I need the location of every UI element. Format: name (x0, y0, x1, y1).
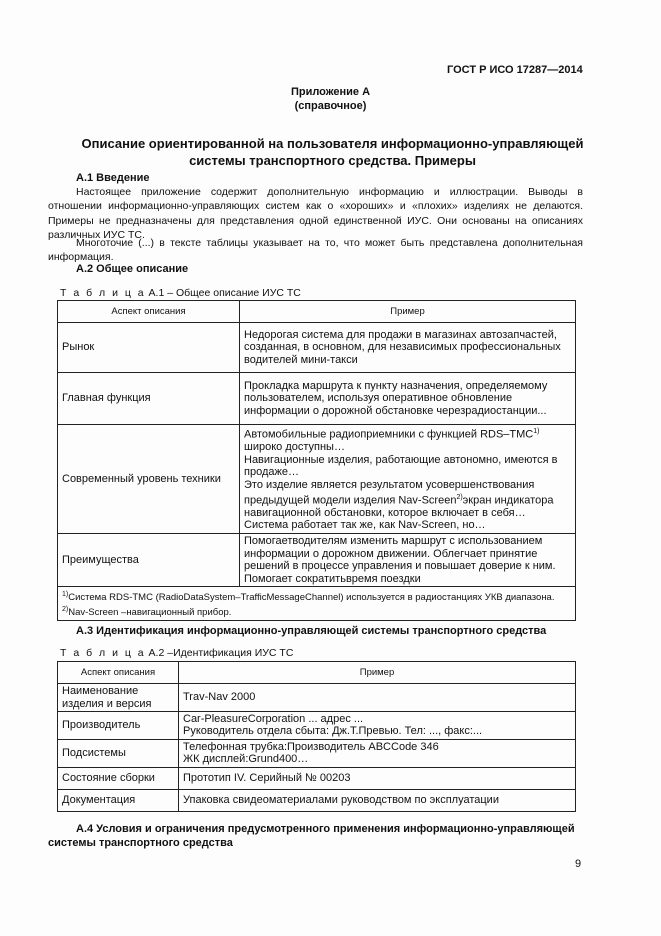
annex-subtitle: (справочное) (294, 100, 367, 112)
table-header-cell: Аспект описания (58, 662, 179, 684)
example-text: Руководитель отдела сбыта: Дж.Т.Превью. Тел: ..., факс:... (183, 725, 483, 738)
document-code: ГОСТ Р ИСО 17287—2014 (447, 64, 583, 76)
example-cell (240, 425, 576, 534)
example-cell (179, 789, 576, 811)
table-header-row (58, 662, 576, 684)
main-title-line2: системы транспортного средства. Примеры (189, 153, 476, 168)
example-text: Упаковка свидеоматериалами руководством по эксплуатации (183, 793, 499, 806)
section-a1-paragraph1: Настоящее приложение содержит дополнительную информацию и иллюстрации. Выводы в отношении информационно-управляющих систем как о «хороших» и «плохих» изделиях не делаются. Примеры не предназначены для представления одной единственной ИУС. Они основаны на описаниях различных ИУС ТС. (48, 186, 583, 241)
table-header-cell: Аспект описания (58, 301, 240, 323)
aspect-cell: Преимущества (58, 534, 240, 587)
table-footnotes (58, 587, 576, 620)
aspect-cell: Подсистемы (58, 739, 179, 767)
table-header-cell: Пример (240, 301, 576, 323)
example-cell (179, 712, 576, 740)
section-a4-line2: системы транспортного средства (48, 837, 233, 849)
aspect-cell: Главная функция (58, 373, 240, 425)
aspect-cell: Наименование изделия и версия (58, 684, 179, 712)
aspect-cell: Современный уровень техники (58, 425, 240, 534)
table-row (58, 767, 576, 789)
footnote-ref: 1) (533, 428, 540, 435)
example-cell (179, 739, 576, 767)
table-footnote-row (58, 587, 576, 620)
example-cell: Помогаетводителям изменить маршрут с использованием информации о дорожном движении. Облегчает принятие решений в процессе управления и повышает доверие к ним. Помогает сократитьвремя поездки (240, 534, 576, 587)
aspect-cell: Состояние сборки (58, 767, 179, 789)
example-text: ЖК дисплей:Grund400… (183, 753, 309, 766)
example-cell (179, 767, 576, 789)
main-title-line1: Описание ориентированной на пользователя информационно-управляющей (81, 136, 584, 151)
table1-caption-text: А.1 – Общее описание ИУС ТС (148, 287, 301, 299)
footnote-mark: 2) (62, 605, 69, 613)
table-row (58, 323, 576, 373)
example-cell: Прокладка маршрута к пункту назначения, определяемому пользователем, используя оперативное обновление информации о дорожной обстановке черезрадиостанции... (240, 373, 576, 425)
example-text: Car-PleasureCorporation ... адрес ... (183, 713, 364, 725)
table2-caption-text: А.2 –Идентификация ИУС ТС (148, 647, 294, 659)
table-row (58, 789, 576, 811)
section-a1-heading: А.1 Введение (76, 172, 150, 184)
table-row (58, 739, 576, 767)
aspect-cell: Рынок (58, 323, 240, 373)
example-text: Навигационные изделия, работающие автономно, имеются в продаже… (244, 453, 558, 479)
page-number: 9 (575, 858, 582, 870)
footnote-ref: 2) (456, 493, 463, 501)
section-a1-paragraph2: Многоточие (...) в тексте таблицы указывает на то, что может быть представлена дополнительная информация. (48, 237, 583, 264)
aspect-cell: Документация (58, 789, 179, 811)
table-header-row (58, 301, 576, 323)
main-title (40, 135, 625, 169)
example-text: широко доступны… (244, 441, 345, 454)
section-a3-heading: А.3 Идентификация информационно-управляющей системы транспортного средства (76, 625, 547, 637)
section-a4-heading (48, 822, 608, 850)
table1-caption-prefix: Т а б л и ц а (60, 287, 146, 299)
example-text: Автомобильные радиоприемники с функцией RDS–TMC (244, 428, 534, 441)
footnote-mark: 1) (62, 591, 69, 599)
table2-caption-prefix: Т а б л и ц а (60, 647, 146, 659)
example-text: экран индикатора навигационной обстановки, которое включает в себя… Система работает так же, как Nav-Screen, но… (244, 494, 554, 532)
example-cell (179, 684, 576, 712)
footnote-text: Система RDS-TMC (RadioDataSystem–TrafficMessageChannel) используется в радиостанциях УКВ диапазона. (68, 592, 555, 604)
section-a4-line1: А.4 Условия и ограничения предусмотренного применения информационно-управляющей (76, 823, 575, 835)
table-row (58, 373, 576, 425)
example-cell: Недорогая система для продажи в магазинах автозапчастей, созданная, в основном, для независимых профессиональных водителей мини-такси (240, 323, 576, 373)
table-header-cell: Пример (179, 662, 576, 684)
table2-caption (60, 647, 293, 659)
table-row (58, 425, 576, 534)
example-text: Trav-Nav 2000 (183, 691, 256, 704)
section-a2-heading: А.2 Общее описание (76, 263, 189, 275)
identification-table (57, 661, 576, 812)
table-row (58, 534, 576, 587)
example-text: Это изделие является результатом усовершенствования предыдущей модели изделия Nav-Screen (244, 479, 535, 507)
table-row (58, 684, 576, 712)
example-text: Телефонная трубка:Производитель ABCCode 346 (183, 740, 439, 753)
aspect-cell: Производитель (58, 712, 179, 740)
footnote-text: Nav-Screen –навигационный прибор. (68, 606, 232, 618)
table-row (58, 712, 576, 740)
table1-caption (60, 287, 301, 299)
annex-title: Приложение А (290, 86, 371, 98)
example-text: Прототип IV. Серийный № 00203 (183, 771, 351, 784)
general-description-table (57, 300, 576, 621)
